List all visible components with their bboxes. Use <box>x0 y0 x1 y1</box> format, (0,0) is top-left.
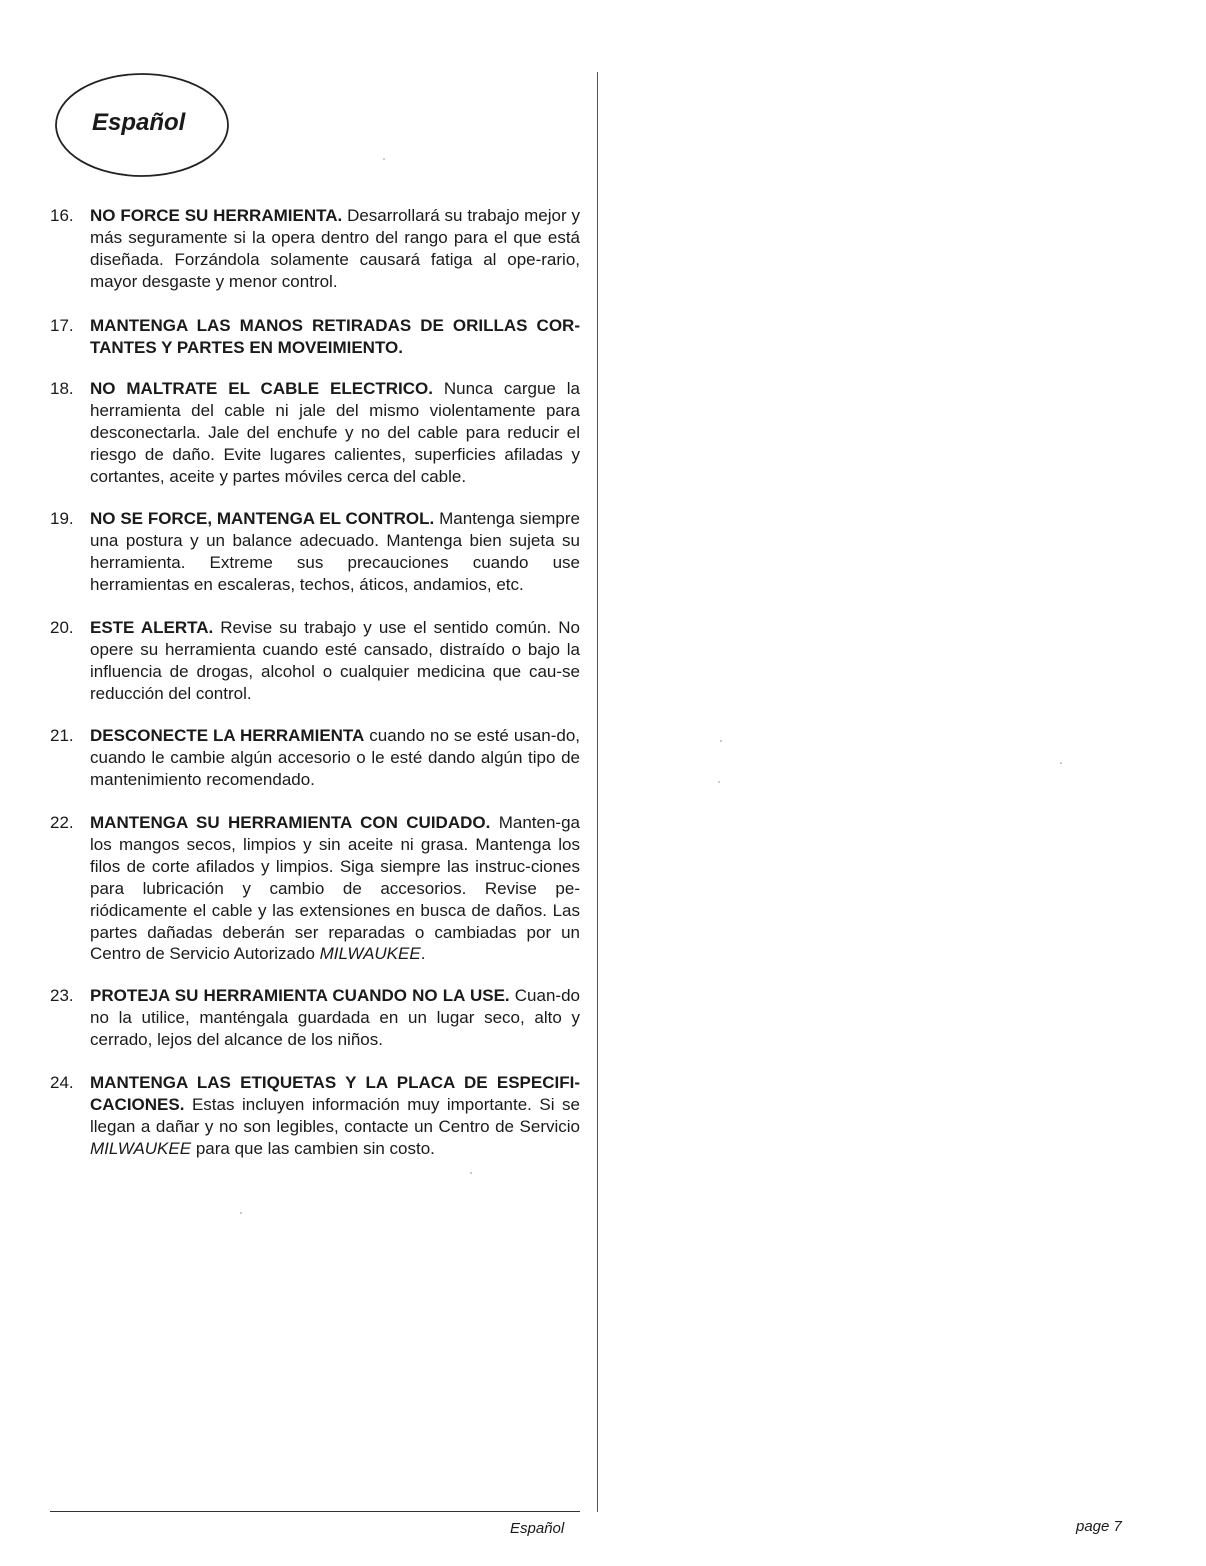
rule-text: cuando no se esté usan-do, cuando le cambie algún accesorio o le esté dando algún tipo de mantenimiento recomendado. <box>90 726 580 789</box>
rule-text: Revise su trabajo y use el sentido común. No opere su herramienta cuando esté cansado, distraído o bajo la influencia de drogas, alcohol o cualquier medicina que cau-se reducción del control. <box>90 618 580 703</box>
rule-text: Desarrollará su trabajo mejor y más seguramente si la opera dentro del rango para el que está diseñada. Forzándola solamente causará fatiga al ope-rario, mayor desgaste y menor control. <box>90 206 580 291</box>
scan-speck <box>1060 762 1062 764</box>
rule-number: 21. <box>50 726 74 745</box>
rule-heading: DESCONECTE LA HERRAMIENTA <box>90 726 365 745</box>
column-divider <box>597 72 598 1512</box>
rule-heading: MANTENGA LAS MANOS RETIRADAS DE ORILLAS COR-TANTES Y PARTES EN MOVEIMIENTO. <box>90 316 580 357</box>
scan-speck <box>240 1212 242 1214</box>
rule-item-20 <box>50 617 580 705</box>
scan-speck <box>720 740 722 742</box>
rule-item-23 <box>50 985 580 1051</box>
rule-number: 17. <box>50 316 74 335</box>
rule-text: Manten-ga los mangos secos, limpios y sin aceite ni grasa. Mantenga los filos de corte afilados y limpios. Siga siempre las instruc-ciones para lubricación y cambio de accesorios. Revise pe-riódicamente el cable y las extensiones en busca de daños. Las partes dañadas deberán ser reparadas o cambiadas por un Centro de Servicio Autorizado <box>90 813 580 964</box>
rule-item-24 <box>50 1072 580 1160</box>
rule-heading: MANTENGA LAS ETIQUETAS Y LA PLACA DE ESPECIFI-CACIONES. <box>90 1073 580 1114</box>
footer-divider <box>50 1511 580 1512</box>
rule-heading: PROTEJA SU HERRAMIENTA CUANDO NO LA USE. <box>90 986 510 1005</box>
brand-name: MILWAUKEE <box>319 944 421 964</box>
scan-speck <box>718 781 720 783</box>
scan-speck <box>470 1172 472 1174</box>
rule-text: Estas incluyen información muy importante. Si se llegan a dañar y no son legibles, contacte un Centro de Servicio <box>90 1094 580 1136</box>
scan-speck <box>383 158 385 160</box>
rule-number: 16. <box>50 206 74 225</box>
rule-item-16 <box>50 205 580 293</box>
rule-number: 18. <box>50 379 74 398</box>
footer-language-label: Español <box>510 1520 565 1537</box>
rule-number: 23. <box>50 986 74 1005</box>
rule-item-21 <box>50 725 580 791</box>
rule-heading: ESTE ALERTA. <box>90 618 214 637</box>
rule-text-tail: para que las cambien sin costo. <box>191 1138 435 1158</box>
page-number: page 7 <box>1076 1518 1122 1535</box>
rule-heading: MANTENGA SU HERRAMIENTA CON CUIDADO. <box>90 813 491 832</box>
brand-name: MILWAUKEE <box>90 1138 192 1158</box>
rule-text-tail: . <box>420 944 426 964</box>
rule-item-19 <box>50 508 580 596</box>
rule-number: 22. <box>50 813 74 832</box>
rule-heading: NO MALTRATE EL CABLE ELECTRICO. <box>90 379 433 398</box>
rule-number: 20. <box>50 618 74 637</box>
rule-number: 19. <box>50 509 74 528</box>
rule-item-18 <box>50 378 580 488</box>
rule-heading: NO SE FORCE, MANTENGA EL CONTROL. <box>90 509 435 528</box>
rule-number: 24. <box>50 1073 74 1092</box>
language-badge <box>52 70 232 182</box>
rule-text: Mantenga siempre una postura y un balance adecuado. Mantenga bien sujeta su herramienta. Extreme sus precauciones cuando use herramientas en escaleras, techos, áticos, andamios, etc. <box>90 509 580 594</box>
rule-item-17 <box>50 315 580 359</box>
rule-text: Nunca cargue la herramienta del cable ni jale del mismo violentamente para desconectarla. Jale del enchufe y no del cable para reducir el riesgo de daño. Evite lugares calientes, superficies afiladas y cortantes, aceite y partes móviles cerca del cable. <box>90 379 580 486</box>
language-badge-label: Español <box>92 109 186 136</box>
rule-heading: NO FORCE SU HERRAMIENTA. <box>90 206 343 225</box>
rule-item-22 <box>50 812 580 965</box>
rule-text: Cuan-do no la utilice, manténgala guardada en un lugar seco, alto y cerrado, lejos del alcance de los niños. <box>90 986 580 1049</box>
